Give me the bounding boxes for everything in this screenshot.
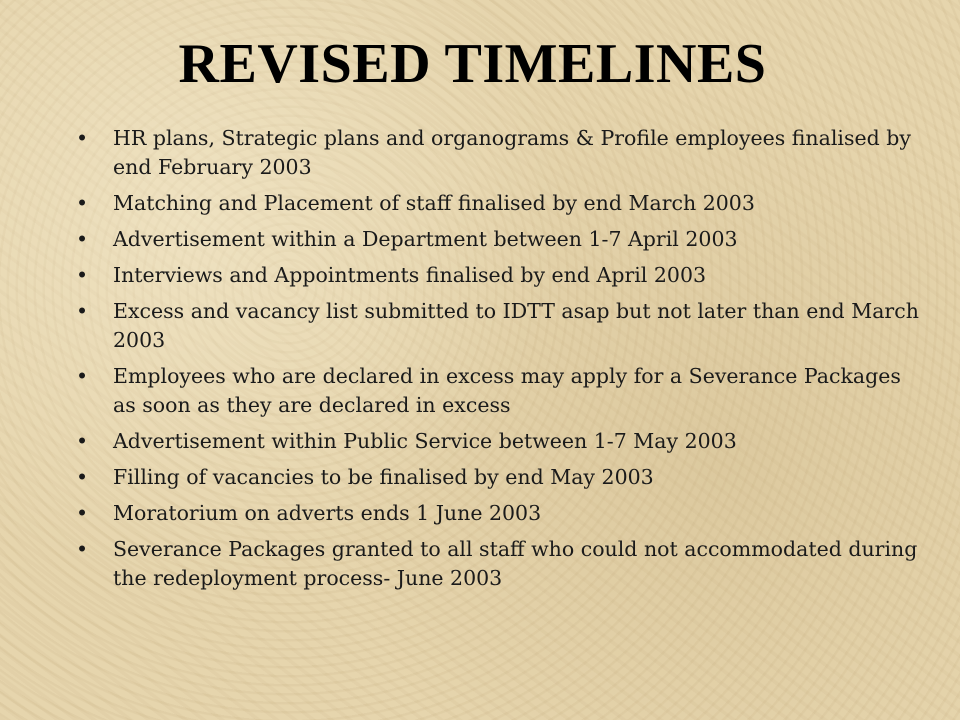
bullet-item bbox=[76, 261, 926, 290]
bullet-item bbox=[76, 463, 926, 492]
bullet-list bbox=[76, 124, 926, 600]
bullet-item bbox=[76, 427, 926, 456]
bullet-text: Matching and Placement of staff finalised by end March 2003 bbox=[113, 191, 755, 215]
bullet-icon: • bbox=[76, 126, 89, 150]
bullet-icon: • bbox=[76, 299, 89, 323]
bullet-item bbox=[76, 189, 926, 218]
bullet-icon: • bbox=[76, 227, 89, 251]
bullet-text: Severance Packages granted to all staff who could not accommodated during the redeployment process- June 2003 bbox=[113, 537, 918, 590]
bullet-icon: • bbox=[76, 191, 89, 215]
bullet-text: Advertisement within a Department between 1-7 April 2003 bbox=[113, 227, 738, 251]
bullet-text: Interviews and Appointments finalised by end April 2003 bbox=[113, 263, 707, 287]
bullet-icon: • bbox=[76, 537, 89, 561]
bullet-item bbox=[76, 225, 926, 254]
bullet-item bbox=[76, 124, 926, 182]
bullet-item bbox=[76, 535, 926, 593]
bullet-icon: • bbox=[76, 364, 89, 388]
bullet-item bbox=[76, 499, 926, 528]
bullet-text: HR plans, Strategic plans and organograms & Profile employees finalised by end February 2003 bbox=[113, 126, 911, 179]
bullet-icon: • bbox=[76, 429, 89, 453]
bullet-icon: • bbox=[76, 501, 89, 525]
bullet-item bbox=[76, 297, 926, 355]
slide-title: REVISED TIMELINES bbox=[178, 33, 767, 95]
bullet-text: Moratorium on adverts ends 1 June 2003 bbox=[113, 501, 542, 525]
bullet-text: Excess and vacancy list submitted to IDTT asap but not later than end March 2003 bbox=[113, 299, 919, 352]
bullet-icon: • bbox=[76, 263, 89, 287]
bullet-text: Employees who are declared in excess may apply for a Severance Packages as soon as they are declared in excess bbox=[113, 364, 901, 417]
bullet-icon: • bbox=[76, 465, 89, 489]
bullet-text: Advertisement within Public Service between 1-7 May 2003 bbox=[113, 429, 737, 453]
bullet-text: Filling of vacancies to be finalised by end May 2003 bbox=[113, 465, 654, 489]
bullet-item bbox=[76, 362, 926, 420]
